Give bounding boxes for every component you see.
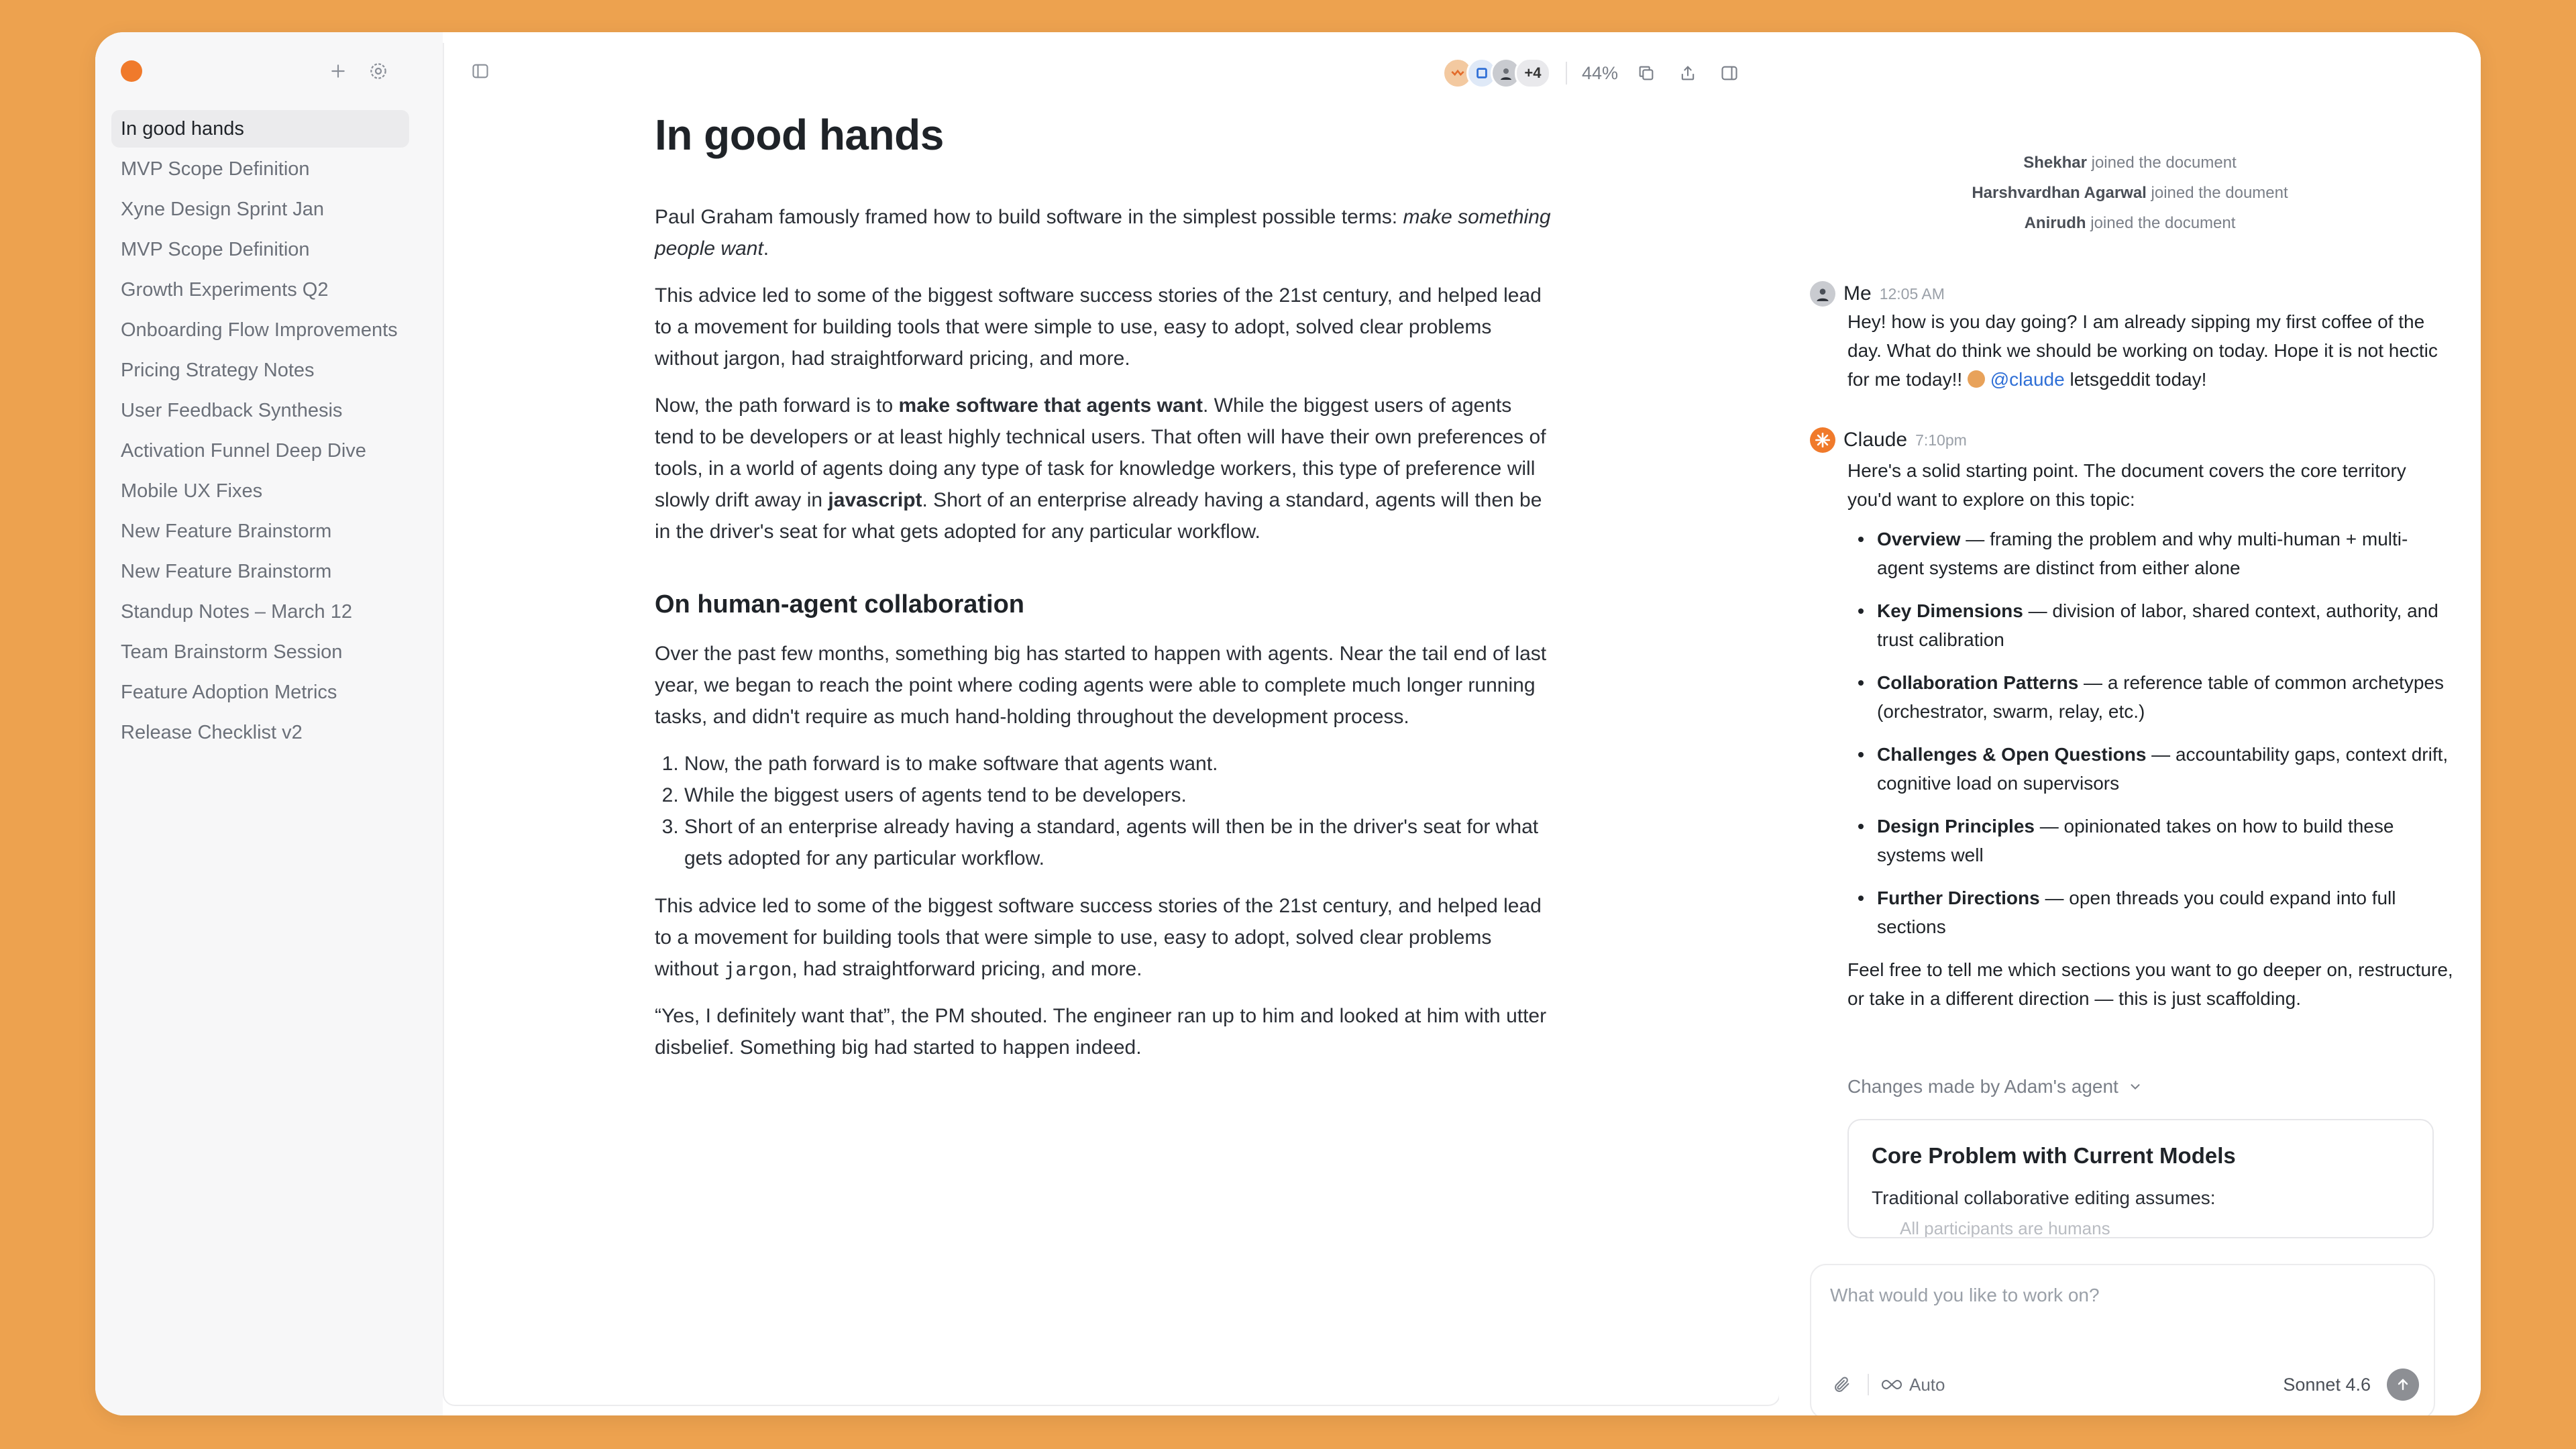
bullet-title: Design Principles <box>1877 816 2035 837</box>
share-icon <box>1678 64 1697 83</box>
avatar <box>1810 281 1835 307</box>
bullet-text: — framing the problem and why multi-human + multi-agent systems are distinct from either alone <box>1877 529 2408 578</box>
list-item <box>1847 883 2454 941</box>
mention-link[interactable]: @claude <box>1990 369 2065 390</box>
paragraph[interactable]: This advice led to some of the biggest software success stories of the 21st century, and helped lead to a movement for building tools that were simple to use, easy to adopt, solved clear problems without jargon, had straightforward pricing, and more. <box>655 284 1542 370</box>
composer-divider <box>1868 1374 1869 1395</box>
mode-selector[interactable] <box>1881 1375 1945 1395</box>
text-run: . <box>763 237 769 260</box>
bullet-text: — opinionated takes on how to build these systems well <box>1877 816 2394 865</box>
copy-button[interactable] <box>1633 60 1660 87</box>
document-list <box>111 110 409 754</box>
text-run: This advice led to some of the biggest software success stories of the 21st century, and helped lead to a movement for building tools that were simple to use, easy to adopt, solved clear problems without <box>655 895 1542 980</box>
system-message <box>1779 148 2481 178</box>
chat-input[interactable] <box>1829 1280 2408 1311</box>
document-title[interactable]: In good hands <box>655 111 944 159</box>
list-item <box>1847 525 2454 582</box>
user-name: Anirudh <box>2024 214 2086 232</box>
inline-code: jargon <box>724 958 792 980</box>
sidebar-item[interactable]: Team Brainstorm Session <box>121 641 343 663</box>
editor-toolbar <box>1442 56 1743 90</box>
changes-label: Changes made by Adam's agent <box>1847 1076 2118 1097</box>
sidebar-item[interactable]: In good hands <box>111 110 409 148</box>
bold-text: javascript <box>828 489 922 511</box>
list-item <box>1847 740 2454 798</box>
chat-panel <box>1779 32 2481 1415</box>
card-faded-text: All participants are humans <box>1900 1218 2110 1238</box>
sidebar-item[interactable]: New Feature Brainstorm <box>121 561 332 582</box>
card-title: Core Problem with Current Models <box>1872 1143 2236 1168</box>
user-name: Harshvardhan Agarwal <box>1972 184 2147 202</box>
copy-icon <box>1637 64 1656 83</box>
chat-message-me <box>1810 280 2454 394</box>
italic-text: make something people want <box>655 206 1551 260</box>
text-run: . While the biggest users of agents tend to be developers or at least highly technical users. That often will have their own preferences of tools, in a world of agents doing any type of task for knowledge workers, this type of preference will slowly drift away in <box>655 394 1546 511</box>
zoom-level[interactable]: 44% <box>1581 62 1618 83</box>
share-button[interactable] <box>1674 60 1701 87</box>
message-time: 7:10pm <box>1915 431 1967 449</box>
bullet-text: — division of labor, shared context, authority, and trust calibration <box>1877 600 2438 650</box>
list-item <box>1847 596 2454 654</box>
collaborator-avatars[interactable] <box>1442 58 1551 89</box>
bullet-title: Further Directions <box>1877 888 2040 908</box>
paragraph[interactable]: “Yes, I definitely want that”, the PM shouted. The engineer ran up to him and looked at him with utter disbelief. Something big had started to happen indeed. <box>655 1005 1547 1059</box>
app-status-dot[interactable] <box>121 60 142 82</box>
text-run: Now, the path forward is to <box>655 394 899 417</box>
paragraph[interactable] <box>655 390 1554 547</box>
toggle-sidebar-button[interactable] <box>467 58 494 85</box>
paragraph[interactable] <box>655 201 1554 264</box>
bullet-list <box>1847 525 2454 941</box>
new-document-button[interactable] <box>326 59 350 83</box>
bullet-text: — open threads you could expand into full sections <box>1877 888 2396 937</box>
message-text: Hey! how is you day going? I am already sipping my first coffee of the day. What do think we should be working on today. Hope it is not hectic for me today!! <box>1847 311 2438 390</box>
list-item[interactable]: 3. Short of an enterprise already having a standard, agents will then be in the driver's seat for what gets adopted for any particular workflow. <box>684 811 1554 874</box>
bullet-title: Overview <box>1877 529 1961 549</box>
message-body <box>1810 307 2454 394</box>
face-icon <box>1449 64 1466 82</box>
toggle-chat-panel-button[interactable] <box>1716 60 1743 87</box>
message-body <box>1810 456 2454 1013</box>
infinity-icon <box>1881 1378 1902 1391</box>
sidebar-toggle-icon <box>471 62 490 80</box>
text-run: Paul Graham famously framed how to build software in the simplest possible terms: <box>655 206 1403 228</box>
asterisk-icon <box>1814 431 1831 449</box>
section-heading[interactable]: On human-agent collaboration <box>655 590 1025 619</box>
square-icon <box>1474 66 1489 80</box>
sender-name: Claude <box>1843 429 1908 451</box>
settings-button[interactable] <box>366 59 390 83</box>
system-message <box>1779 208 2481 238</box>
paragraph[interactable] <box>655 890 1554 985</box>
system-text: joined the doument <box>2146 184 2288 202</box>
plus-icon <box>329 62 347 80</box>
sidebar-item[interactable]: MVP Scope Definition <box>121 239 310 260</box>
app-window <box>95 32 2481 1415</box>
sidebar-item[interactable]: New Feature Brainstorm <box>121 521 332 542</box>
list-item <box>1847 668 2454 726</box>
paperclip-icon <box>1833 1375 1851 1394</box>
sidebar-item[interactable]: Onboarding Flow Improvements <box>121 319 398 341</box>
message-time: 12:05 AM <box>1879 284 1945 303</box>
mode-label: Auto <box>1909 1374 1945 1395</box>
sidebar <box>95 32 443 1415</box>
user-name: Shekhar <box>2023 154 2087 172</box>
person-icon <box>1814 285 1831 303</box>
person-icon <box>1498 65 1514 81</box>
sidebar-item[interactable]: User Feedback Synthesis <box>121 400 343 421</box>
sidebar-item[interactable]: Growth Experiments Q2 <box>121 279 329 301</box>
system-messages <box>1779 148 2481 238</box>
bullet-title: Challenges & Open Questions <box>1877 744 2147 765</box>
document-body[interactable] <box>655 110 1554 1079</box>
message-outro: Feel free to tell me which sections you want to go deeper on, restructure, or take in a different direction — this is just scaffolding. <box>1847 959 2453 1009</box>
sidebar-item[interactable]: Activation Funnel Deep Dive <box>121 440 366 462</box>
list-item[interactable]: 2. While the biggest users of agents tend to be developers. <box>684 780 1554 811</box>
bullet-text: — a reference table of common archetypes (orchestrator, swarm, relay, etc.) <box>1877 672 2444 722</box>
claude-avatar <box>1810 427 1835 453</box>
sidebar-item[interactable]: Feature Adoption Metrics <box>121 682 337 703</box>
more-collaborators-badge[interactable]: +4 <box>1515 58 1551 89</box>
toolbar-divider <box>1566 62 1567 85</box>
document-editor <box>443 43 1780 1406</box>
sidebar-item[interactable]: Mobile UX Fixes <box>121 480 263 502</box>
sidebar-item[interactable]: Release Checklist v2 <box>121 722 303 743</box>
message-text: letsgeddit today! <box>2064 369 2207 390</box>
sidebar-item[interactable]: Xyne Design Sprint Jan <box>121 199 325 220</box>
bullet-title: Collaboration Patterns <box>1877 672 2079 693</box>
text-run: . Short of an enterprise already having a standard, agents will then be in the driver's seat for what gets adopted for any particular workflow. <box>655 489 1542 543</box>
card-text: Traditional collaborative editing assumes: <box>1872 1187 2216 1208</box>
message-header <box>1810 280 2454 307</box>
sender-name: Me <box>1843 282 1872 305</box>
composer-controls <box>1829 1368 2419 1401</box>
sidebar-item[interactable]: MVP Scope Definition <box>121 158 310 180</box>
system-message <box>1779 178 2481 208</box>
message-intro: Here's a solid starting point. The document covers the core territory you'd want to explore on this topic: <box>1847 460 2406 510</box>
gear-icon <box>368 61 388 81</box>
list-item[interactable]: 1. Now, the path forward is to make software that agents want. <box>684 748 1554 780</box>
model-selector[interactable]: Sonnet 4.6 <box>2283 1374 2371 1395</box>
chat-composer <box>1810 1264 2435 1415</box>
panel-right-icon <box>1720 64 1739 83</box>
change-preview-card[interactable] <box>1847 1119 2434 1238</box>
sidebar-item[interactable]: Pricing Strategy Notes <box>121 360 315 381</box>
arrow-up-icon <box>2395 1377 2411 1393</box>
emoji-icon <box>1968 370 1985 388</box>
send-button[interactable] <box>2387 1368 2419 1401</box>
bullet-text: — accountability gaps, context drift, cognitive load on supervisors <box>1877 744 2449 794</box>
bold-text: make software that agents want <box>898 394 1203 417</box>
paragraph[interactable]: Over the past few months, something big has started to happen with agents. Near the tail end of last year, we began to reach the point where coding agents were able to complete much longer running tasks, and didn't require as much hand-holding throughout the development process. <box>655 643 1547 728</box>
message-header <box>1810 427 2454 453</box>
chevron-down-icon <box>2128 1079 2143 1094</box>
system-text: joined the document <box>2086 154 2237 172</box>
attach-button[interactable] <box>1829 1371 1856 1398</box>
sidebar-item[interactable]: Standup Notes – March 12 <box>121 601 352 623</box>
changes-toggle[interactable] <box>1847 1076 2143 1097</box>
chat-message-claude <box>1810 427 2454 1013</box>
numbered-list <box>655 748 1554 874</box>
text-run: , had straightforward pricing, and more. <box>792 958 1142 980</box>
system-text: joined the document <box>2086 214 2236 232</box>
list-item <box>1847 812 2454 869</box>
bullet-title: Key Dimensions <box>1877 600 2023 621</box>
